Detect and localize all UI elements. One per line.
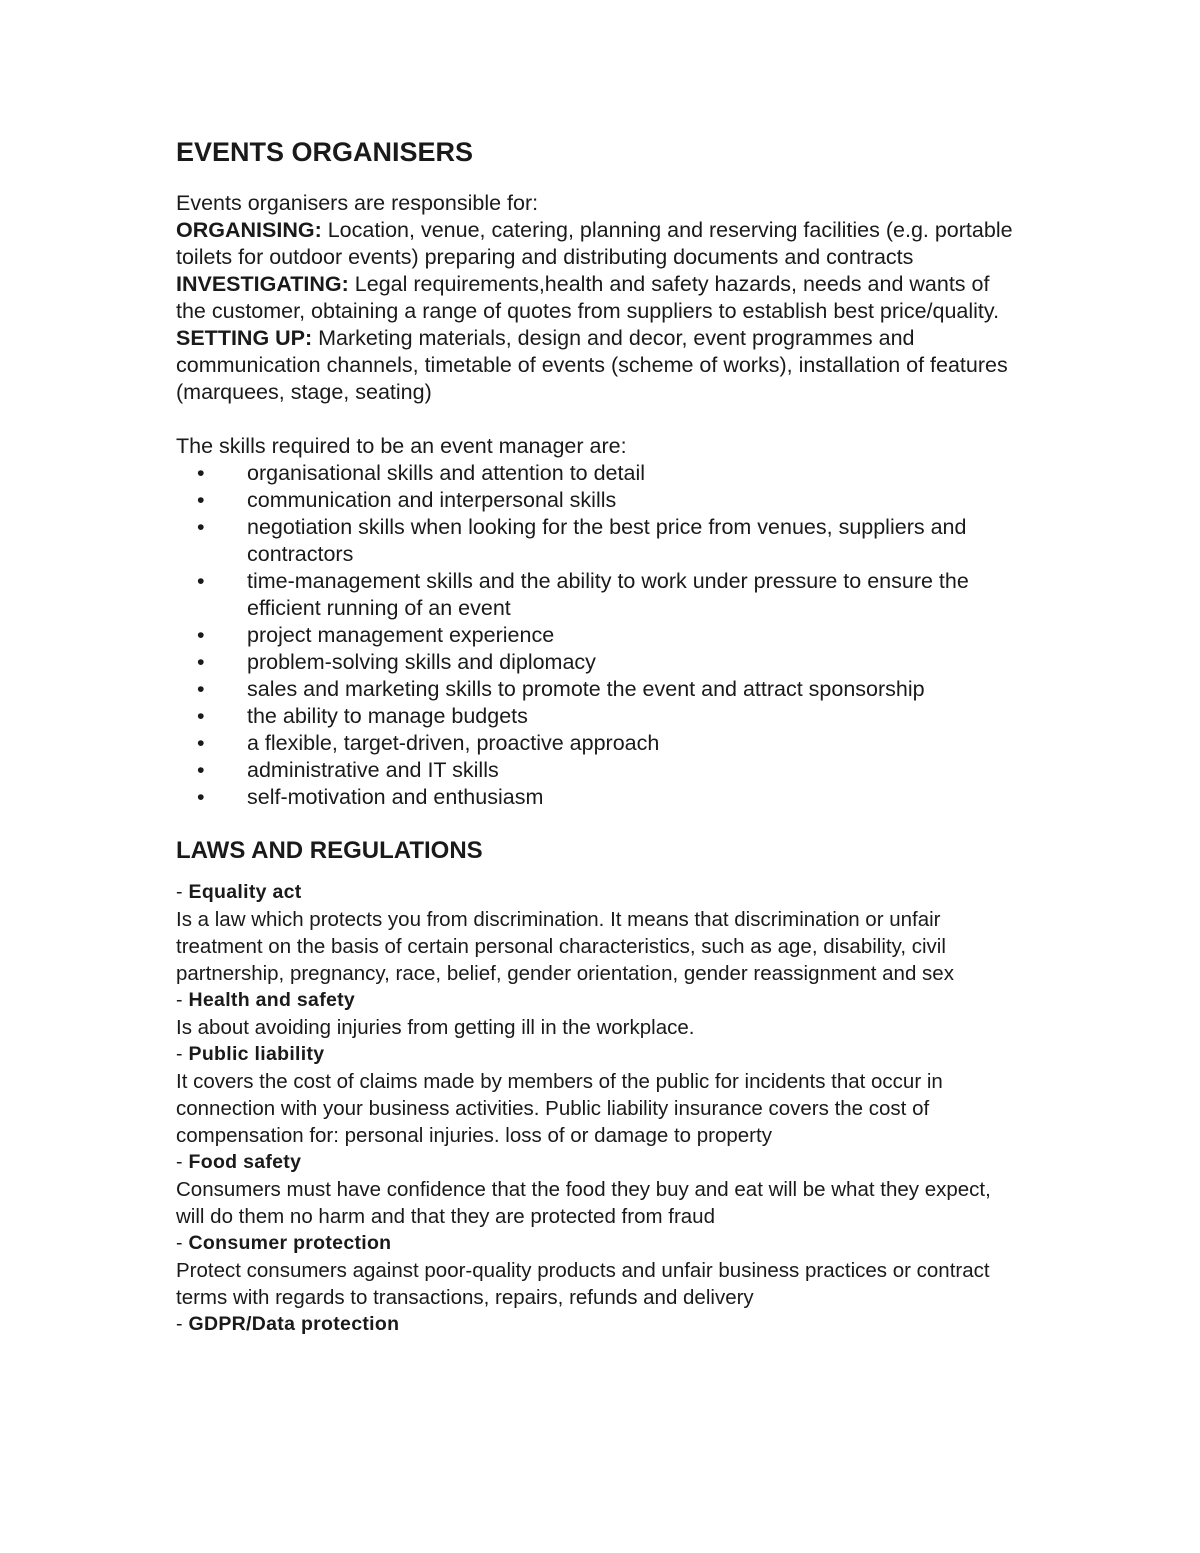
bullet-icon: •	[197, 677, 205, 701]
law-description: Consumers must have confidence that the food they buy and eat will be what they expect, will do them no harm and that they are protected from fraud	[176, 1178, 991, 1228]
intro-text: Events organisers are responsible for:	[176, 191, 539, 215]
dash: -	[176, 1151, 189, 1173]
law-entry-food-safety	[176, 1149, 1016, 1230]
law-entry-health-safety	[176, 987, 1016, 1041]
law-description: Is a law which protects you from discrimination. It means that discrimination or unfair treatment on the basis of certain personal characteristics, such as age, disability, civil partnership, pregnancy, race, belief, gender orientation, gender reassignment and sex	[176, 908, 954, 985]
list-item	[176, 514, 1016, 568]
list-item	[176, 568, 1016, 622]
dash: -	[176, 1043, 189, 1065]
skill-text: project management experience	[247, 623, 555, 647]
law-title-text: Health and safety	[188, 989, 356, 1011]
laws-heading: LAWS AND REGULATIONS	[176, 837, 483, 864]
bullet-icon: •	[197, 758, 205, 782]
skill-text: sales and marketing skills to promote the event and attract sponsorship	[247, 677, 925, 701]
responsibility-investigating	[176, 271, 1016, 325]
skill-text: a flexible, target-driven, proactive approach	[247, 731, 660, 755]
skill-text: negotiation skills when looking for the best price from venues, suppliers and contractors	[247, 515, 967, 566]
bullet-icon: •	[197, 704, 205, 728]
law-title	[176, 1149, 1016, 1176]
page-title: EVENTS ORGANISERS	[176, 137, 474, 167]
bullet-icon: •	[197, 650, 205, 674]
skill-text: self-motivation and enthusiasm	[247, 785, 544, 809]
law-title-text: Food safety	[188, 1151, 302, 1173]
laws-section	[176, 879, 1016, 1338]
law-title-text: GDPR/Data protection	[188, 1313, 400, 1335]
bullet-icon: •	[197, 623, 205, 647]
list-item	[176, 784, 1016, 811]
law-entry-public-liability	[176, 1041, 1016, 1149]
law-title	[176, 1311, 1016, 1338]
dash: -	[176, 1313, 189, 1335]
law-title	[176, 1230, 1016, 1257]
responsibility-label: INVESTIGATING:	[176, 272, 349, 296]
list-item	[176, 622, 1016, 649]
law-title-text: Equality act	[188, 881, 302, 903]
list-item	[176, 676, 1016, 703]
responsibility-text: Marketing materials, design and decor, event programmes and communication channels, timetable of events (scheme of works), installation of features (marquees, stage, seating)	[176, 326, 1008, 404]
list-item	[176, 757, 1016, 784]
responsibilities-section	[176, 190, 1016, 406]
skills-list	[176, 460, 1016, 811]
responsibility-text: Location, venue, catering, planning and reserving facilities (e.g. portable toilets for outdoor events) preparing and distributing documents and contracts	[176, 218, 1013, 269]
law-title-text: Public liability	[188, 1043, 325, 1065]
list-item	[176, 703, 1016, 730]
law-title	[176, 1041, 1016, 1068]
law-description: Protect consumers against poor-quality products and unfair business practices or contract terms with regards to transactions, repairs, refunds and delivery	[176, 1259, 990, 1309]
skill-text: communication and interpersonal skills	[247, 488, 617, 512]
law-entry-consumer-protection	[176, 1230, 1016, 1311]
skill-text: the ability to manage budgets	[247, 704, 528, 728]
bullet-icon: •	[197, 515, 205, 539]
skills-intro: The skills required to be an event manager are:	[176, 434, 627, 458]
list-item	[176, 730, 1016, 757]
law-description: Is about avoiding injuries from getting ill in the workplace.	[176, 1016, 695, 1039]
bullet-icon: •	[197, 569, 205, 593]
skill-text: problem-solving skills and diplomacy	[247, 650, 596, 674]
responsibility-organising	[176, 217, 1016, 271]
responsibility-label: SETTING UP:	[176, 326, 313, 350]
list-item	[176, 649, 1016, 676]
law-description: It covers the cost of claims made by members of the public for incidents that occur in connection with your business activities. Public liability insurance covers the cost of compensation for: personal injuries. loss of or damage to property	[176, 1070, 943, 1147]
responsibility-label: ORGANISING:	[176, 218, 322, 242]
bullet-icon: •	[197, 461, 205, 485]
list-item	[176, 460, 1016, 487]
bullet-icon: •	[197, 731, 205, 755]
dash: -	[176, 881, 189, 903]
bullet-icon: •	[197, 488, 205, 512]
responsibility-setting-up	[176, 325, 1016, 406]
law-title	[176, 987, 1016, 1014]
law-title-text: Consumer protection	[188, 1232, 392, 1254]
law-entry-equality	[176, 879, 1016, 987]
skills-section	[176, 433, 1016, 811]
skill-text: organisational skills and attention to detail	[247, 461, 646, 485]
document-page	[176, 132, 1016, 1338]
law-title	[176, 879, 1016, 906]
dash: -	[176, 989, 189, 1011]
responsibility-text: Legal requirements,health and safety hazards, needs and wants of the customer, obtaining a range of quotes from suppliers to establish best price/quality.	[176, 272, 1000, 323]
skill-text: administrative and IT skills	[247, 758, 499, 782]
list-item	[176, 487, 1016, 514]
law-entry-gdpr	[176, 1311, 1016, 1338]
skill-text: time-management skills and the ability to work under pressure to ensure the efficient running of an event	[247, 569, 969, 620]
bullet-icon: •	[197, 785, 205, 809]
dash: -	[176, 1232, 189, 1254]
